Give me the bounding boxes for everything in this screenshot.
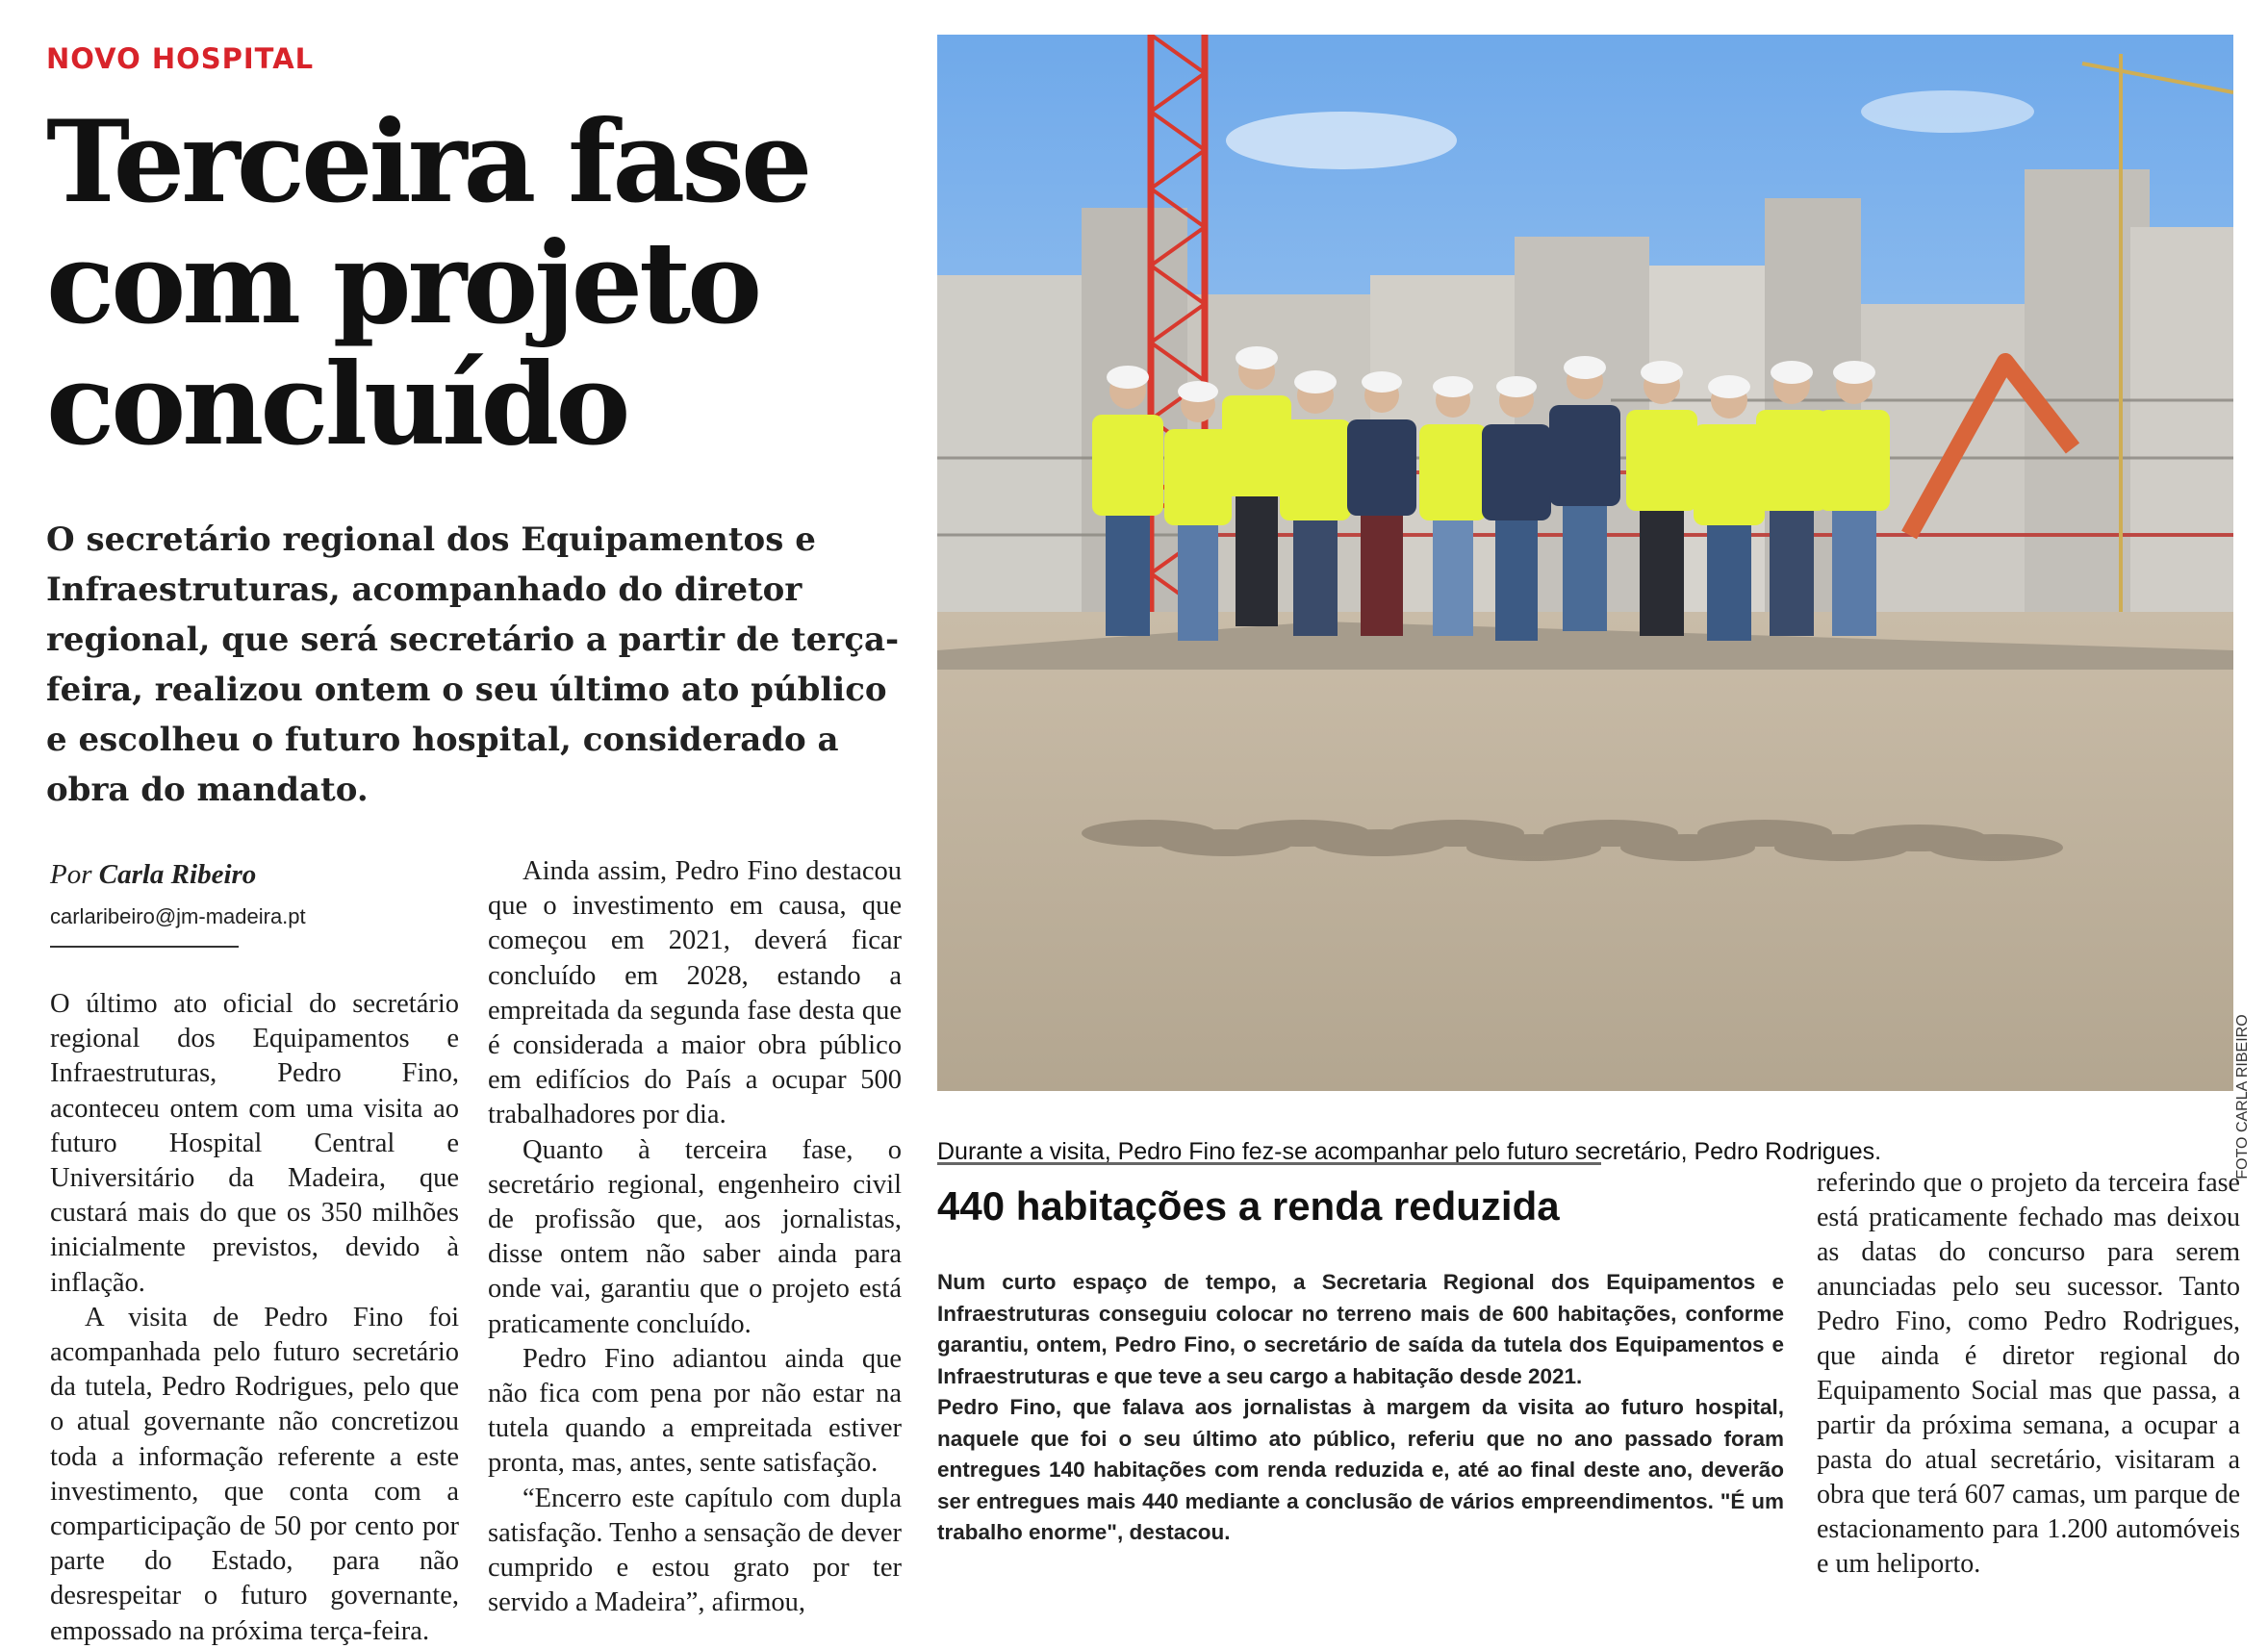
article-paragraph: O último ato oficial do secretário regional dos Equipamentos e Infraestruturas, Pedro Fino, aconteceu ontem com uma visita ao futuro Hospital Central e Universitário da Madeira, que custará mais do que os 350 milhões inicialmente previstos, devido à inflação.	[50, 989, 459, 1298]
headline-line-2: com projeto	[46, 216, 759, 349]
section-label: NOVO HOSPITAL	[46, 42, 315, 75]
byline-divider	[50, 946, 239, 948]
headline	[46, 95, 912, 470]
sidebar-paragraph: Num curto espaço de tempo, a Secretaria Regional dos Equipamentos e Infraestruturas conseguiu colocar no terreno mais de 600 habitações, conforme garantiu, ontem, Pedro Fino, o secretário de saída da tutela dos Equipamentos e Infraestruturas e que teve a seu cargo a habitação desde 2021.	[937, 1270, 1784, 1388]
article-paragraph: referindo que o projeto da terceira fase está praticamente fechado mas deixou as datas do concurso para serem anunciadas pelo seu sucessor. Tanto Pedro Fino, como Pedro Rodrigues, que ainda é diretor regional do Equipamento Social mas que passa, a partir da próxima semana, a ocupar a pasta do atual secretário, visitaram a obra que terá 607 camas, um parque de estacionamento para 1.200 automóveis e um heliporto.	[1817, 1168, 2240, 1579]
article-paragraph: Quanto à terceira fase, o secretário regional, engenheiro civil de profissão que, aos jornalistas, disse ontem não saber ainda para onde vai, garantiu que o projeto está praticamente concluído.	[488, 1134, 902, 1339]
sidebar-paragraph: Pedro Fino, que falava aos jornalistas à margem da visita ao futuro hospital, naquele que foi o seu último ato público, referiu que no ano passado foram entregues 140 habitações com renda reduzida e, até ao final deste ano, deverão ser entregues mais 440 mediante a conclusão de vários empreendimentos. "É um trabalho enorme", destacou.	[937, 1395, 1784, 1544]
lead-paragraph: O secretário regional dos Equipamentos e Infraestruturas, acompanhado do diretor regional, que será secretário a partir de terça-feira, realizou ontem o seu último ato público e escolheu o futuro hospital, considerado a obra do mandato.	[46, 520, 900, 809]
sidebar-body	[937, 1267, 1784, 1549]
byline	[50, 859, 256, 891]
headline-line-3: concluído	[46, 338, 627, 470]
article-paragraph: “Encerro este capítulo com dupla satisfação. Tenho a sensação de dever cumprido e estou grato por ter servido a Madeira”, afirmou,	[488, 1483, 902, 1618]
article-column-2	[488, 854, 902, 1620]
photo-credit	[2229, 1010, 2257, 1183]
author-email: carlaribeiro@jm-madeira.pt	[50, 904, 306, 928]
byline-prefix: Por	[50, 859, 92, 890]
byline-author: Carla Ribeiro	[98, 859, 257, 890]
construction-site-photo	[937, 35, 2233, 1091]
photo-credit-text: FOTO CARLA RIBEIRO	[2234, 1014, 2251, 1180]
article-column-3	[1817, 1166, 2240, 1582]
sidebar-title: 440 habitações a renda reduzida	[937, 1183, 1560, 1229]
headline-line-1: Terceira fase	[46, 95, 809, 228]
article-paragraph: Pedro Fino adiantou ainda que não fica com pena por não estar na tutela quando a empreitada estiver pronta, mas, antes, sente satisfação.	[488, 1343, 902, 1479]
article-column-1	[50, 987, 459, 1649]
sidebar-divider	[937, 1162, 1601, 1165]
article-paragraph: A visita de Pedro Fino foi acompanhada pelo futuro secretário da tutela, Pedro Rodrigues, pelo que o atual governante não concretizou toda a informação referente a este investimento, que conta com a comparticipação de 50 por cento por parte do Estado, para não desrespeitar o futuro governante, empossado na próxima terça-feira.	[50, 1302, 459, 1646]
article-paragraph: Ainda assim, Pedro Fino destacou que o investimento em causa, que começou em 2021, deverá ficar concluído em 2028, estando a empreitada da segunda fase desta que é considerada a maior obra público em edifícios do País a ocupar 500 trabalhadores por dia.	[488, 856, 902, 1130]
photo-caption: Durante a visita, Pedro Fino fez-se acompanhar pelo futuro secretário, Pedro Rodrigues.	[937, 1138, 1882, 1165]
